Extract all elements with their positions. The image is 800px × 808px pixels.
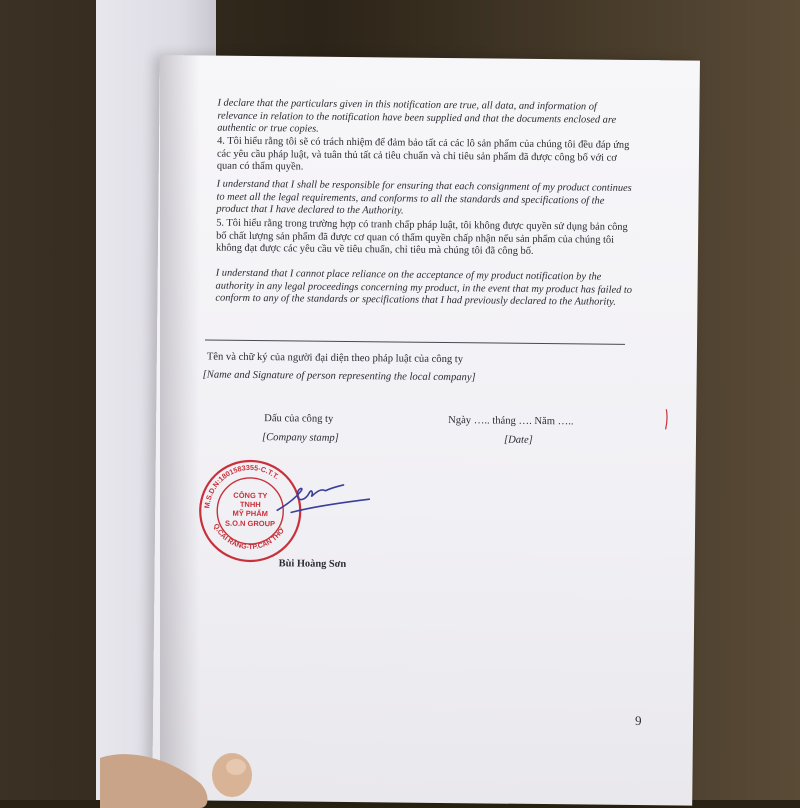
thumb-tip bbox=[196, 745, 256, 805]
stamp-outer-text: M.S.D.N:1801583355-C.T.T. bbox=[202, 462, 281, 509]
declaration-paragraph-en: I declare that the particulars given in this notification are true, all data, and information of relevance in relation to the notification have been supplied and that the documents enclosed are authentic or true copies. bbox=[217, 97, 617, 135]
clause-5-en: I understand that I cannot place reliance on the acceptance of my product notification by the authority in any legal proceedings concerning my product, in the event that my product has failed to conform to any of the standards or specifications that I had previously declared to the Authority. bbox=[215, 267, 633, 308]
signature-label-en: [Name and Signature of person representing the local company] bbox=[202, 369, 476, 384]
signer-name: Bùi Hoàng Sơn bbox=[278, 558, 347, 570]
date-label-vi: Ngày ….. tháng …. Năm ….. bbox=[448, 415, 574, 428]
clause-4-vi: 4. Tôi hiểu rằng tôi sẽ có trách nhiệm để đảm bảo tất cả các lô sản phẩm của chúng tôi đều đáp ứng các yêu cầu pháp luật, và tuân thủ tất cả tiêu chuẩn và chỉ tiêu sản phẩm đã được công bố với cơ quan có thẩm quyền. bbox=[216, 135, 630, 173]
clause-4-en: I understand that I shall be responsible for ensuring that each consignment of my product continues to meet all the legal requirements, and conforms to all the standards and specifications of the product that I have declared to the Authority. bbox=[216, 178, 632, 217]
stamp-bottom-text: Q.CÁI RĂNG-TP.CẦN THƠ bbox=[211, 522, 287, 552]
stamp-line-2: TNHH bbox=[239, 499, 261, 510]
stamp-line-3: MỸ PHẨM bbox=[232, 508, 268, 519]
signature-divider bbox=[205, 339, 625, 344]
signature-label-vi: Tên và chữ ký của người đại diện theo pháp luật của công ty bbox=[206, 351, 464, 366]
stamp-label-en: [Company stamp] bbox=[261, 432, 339, 444]
handwritten-signature bbox=[273, 478, 373, 519]
page-number: 9 bbox=[634, 713, 642, 729]
red-pen-mark bbox=[664, 408, 668, 430]
page-gutter-shadow bbox=[160, 55, 200, 800]
stamp-line-1: CÔNG TY bbox=[233, 490, 268, 501]
date-label-en: [Date] bbox=[503, 434, 533, 446]
document-page bbox=[152, 55, 700, 806]
clause-5-vi: 5. Tôi hiểu rằng trong trường hợp có tranh chấp pháp luật, tôi không được quyền sử dụng bản công bố chất lượng sản phẩm đã được cơ quan có thẩm quyền chấp nhận nếu sản phẩm của chúng tôi không đạt được các yêu cầu về tiêu chuẩn, chỉ tiêu mà chúng tôi đã công bố. bbox=[215, 217, 628, 258]
stamp-label-vi: Dấu của công ty bbox=[264, 413, 334, 425]
stamp-line-4: S.O.N GROUP bbox=[225, 518, 276, 529]
